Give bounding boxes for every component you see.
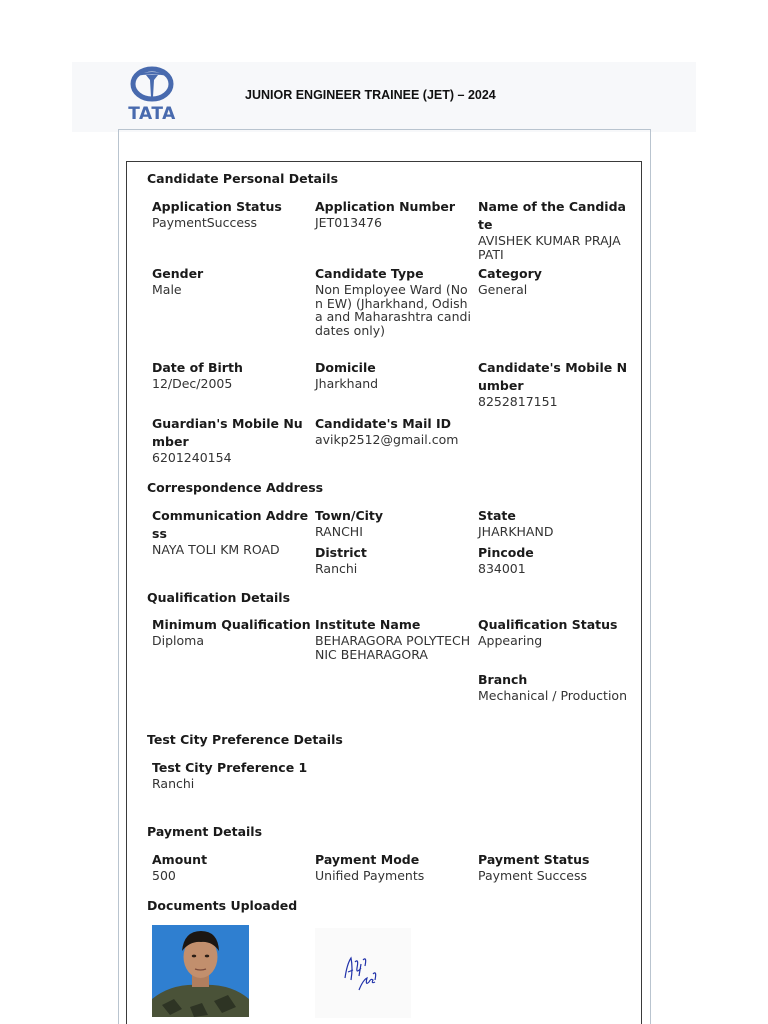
field-label: Candidate's Mail ID (315, 416, 452, 431)
candidate-photo-image (152, 925, 249, 1017)
field-email (315, 415, 475, 447)
field-label: Domicile (315, 360, 376, 375)
field-institute-name (315, 616, 475, 661)
field-application-number (315, 198, 475, 230)
field-value: Ranchi (152, 776, 195, 791)
field-value: 834001 (478, 561, 526, 576)
section-title-payment: Payment Details (147, 824, 263, 839)
document-title: JUNIOR ENGINEER TRAINEE (JET) – 2024 (245, 88, 496, 102)
section-title-qualification: Qualification Details (147, 590, 291, 605)
field-value: Mechanical / Production (478, 688, 627, 703)
field-value: NAYA TOLI KM ROAD (152, 542, 280, 557)
field-label: Category (478, 266, 542, 281)
field-label: District (315, 545, 367, 560)
field-value: avikp2512@gmail.com (315, 432, 459, 447)
field-test-city-preference-1 (152, 759, 312, 791)
field-value: 12/Dec/2005 (152, 376, 233, 391)
field-mobile-number (478, 359, 628, 409)
field-qualification-status (478, 616, 628, 648)
field-value: 500 (152, 868, 176, 883)
field-label: Qualification Status (478, 617, 618, 632)
field-value: JET013476 (315, 215, 382, 230)
field-value: RANCHI (315, 524, 363, 539)
field-gender (152, 265, 312, 297)
logo-wordmark: TATA (128, 104, 176, 124)
field-value: Male (152, 282, 182, 297)
field-label: Test City Preference 1 (152, 760, 308, 775)
field-payment-status (478, 851, 628, 883)
field-value: JHARKHAND (478, 524, 554, 539)
field-value: Jharkhand (315, 376, 379, 391)
field-value: BEHARAGORA POLYTECHNIC BEHARAGORA (315, 633, 471, 662)
field-label: Payment Mode (315, 852, 420, 867)
field-district (315, 544, 475, 576)
section-title-test-city: Test City Preference Details (147, 732, 343, 747)
field-value: 6201240154 (152, 450, 232, 465)
field-payment-mode (315, 851, 475, 883)
field-state (478, 507, 628, 539)
tata-logo-icon (122, 66, 182, 106)
field-guardian-mobile (152, 415, 312, 465)
field-label: Application Number (315, 199, 456, 214)
field-label: Pincode (478, 545, 534, 560)
tata-logo (122, 66, 182, 124)
field-label: Application Status (152, 199, 282, 214)
field-label: Minimum Qualification (152, 617, 311, 632)
field-date-of-birth (152, 359, 312, 391)
field-label: Amount (152, 852, 208, 867)
field-value: PaymentSuccess (152, 215, 258, 230)
section-title-documents: Documents Uploaded (147, 898, 298, 913)
field-category (478, 265, 628, 297)
field-value: Unified Payments (315, 868, 425, 883)
field-town-city (315, 507, 475, 539)
field-value: 8252817151 (478, 394, 558, 409)
field-candidate-type (315, 265, 475, 337)
field-value: Payment Success (478, 868, 588, 883)
field-amount (152, 851, 312, 883)
field-label: Candidate Type (315, 266, 424, 281)
field-label: Date of Birth (152, 360, 243, 375)
field-label: Institute Name (315, 617, 421, 632)
field-value: Ranchi (315, 561, 358, 576)
field-candidate-name (478, 198, 628, 261)
signature-image (315, 928, 411, 1018)
field-value: General (478, 282, 528, 297)
candidate-signature (315, 928, 411, 1018)
section-title-address: Correspondence Address (147, 480, 324, 495)
field-value: Non Employee Ward (Non EW) (Jharkhand, Odisha and Maharashtra candidates only) (315, 282, 471, 338)
section-title-personal: Candidate Personal Details (147, 171, 339, 186)
field-label: Branch (478, 672, 528, 687)
field-label: Guardian's Mobile Number (152, 416, 303, 449)
field-communication-address (152, 507, 312, 557)
field-branch (478, 671, 628, 703)
field-label: Name of the Candidate (478, 199, 626, 232)
field-domicile (315, 359, 475, 391)
field-value: Diploma (152, 633, 204, 648)
field-value: AVISHEK KUMAR PRAJAPATI (478, 233, 621, 262)
field-label: State (478, 508, 516, 523)
field-label: Gender (152, 266, 204, 281)
field-label: Candidate's Mobile Number (478, 360, 628, 393)
field-value: Appearing (478, 633, 543, 648)
candidate-photo (152, 925, 249, 1017)
field-label: Town/City (315, 508, 384, 523)
field-minimum-qualification (152, 616, 312, 648)
field-label: Payment Status (478, 852, 590, 867)
field-pincode (478, 544, 628, 576)
field-label: Communication Address (152, 508, 309, 541)
field-application-status (152, 198, 312, 230)
